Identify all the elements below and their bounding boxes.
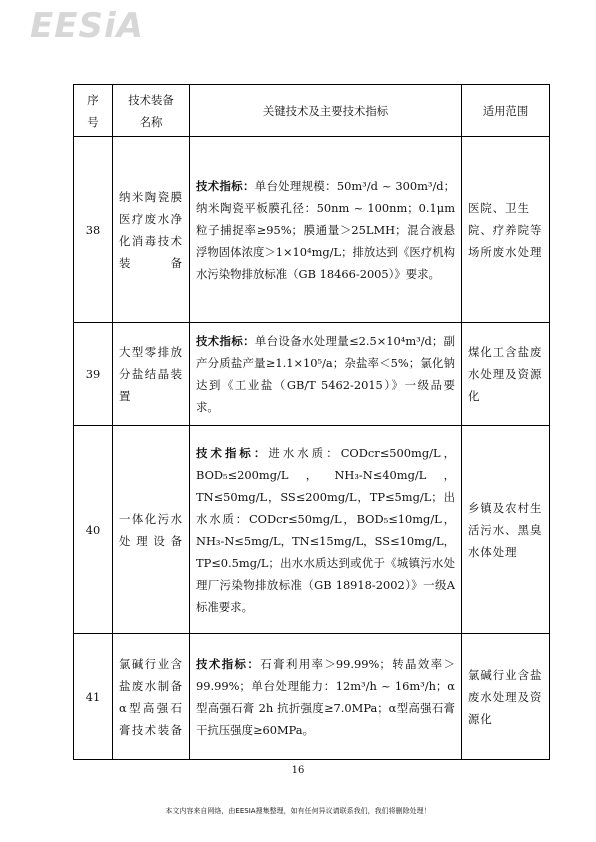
row-no: 38 — [74, 137, 113, 323]
spec-label: 技术指标： — [196, 178, 255, 193]
header-no: 序号 — [74, 85, 113, 137]
spec-label: 技术指标： — [196, 445, 269, 460]
spec-text: 单台设备水处理量≤2.5×10⁴m³/d；副产分质盐产量≥1.1×10⁵/a；杂盐率＜5%；氯化钠达到《工业盐（GB/T 5462-2015）》一级品要求。 — [196, 334, 455, 414]
row-scope: 煤化工含盐废水处理及资源化 — [462, 323, 550, 426]
spec-text: 石膏利用率＞99.99%；转晶效率＞99.99%；单台处理能力：12m³/h ~ 16m³/h；α型高强石膏 2h 抗折强度≥7.0MPa；α型高强石膏干抗压强度≥60MPa。 — [196, 656, 455, 737]
row-spec — [190, 137, 462, 323]
spec-text: 单台处理规模：50m³/d ~ 300m³/d；纳米陶瓷平板膜孔径：50nm ~ 100nm；0.1μm 粒子捕捉率≥95%；膜通量＞25LMH；混合液悬浮物固体浓度＞1×10⁴mg/L；排放达到《医疗机构水污染物排放标准（GB 18466-2005）》要求。 — [196, 178, 455, 281]
table-row — [74, 323, 550, 426]
page-number: 16 — [291, 765, 305, 776]
footer-disclaimer: 本文内容来自网络，由EESIA搜集整理，如有任何异议请联系我们，我们将删除处理！ — [165, 807, 431, 815]
row-spec — [190, 323, 462, 426]
table-row — [74, 634, 550, 760]
row-scope: 乡镇及农村生活污水、黑臭水体处理 — [462, 426, 550, 634]
header-name: 技术装备名称 — [113, 85, 190, 137]
row-spec — [190, 426, 462, 634]
row-name: 纳米陶瓷膜医疗废水净化消毒技术装备 — [113, 137, 190, 323]
spec-label: 技术指标： — [196, 656, 261, 671]
row-spec — [190, 634, 462, 760]
spec-text: 进水水质：CODcr≤500mg/L，BOD₅≤200mg/L，NH₃-N≤40mg/L，TN≤50mg/L，SS≤200mg/L，TP≤5mg/L；出水水质：CODcr≤50mg/L，BOD₅≤10mg/L，NH₃-N≤5mg/L，TN≤15mg/L，SS≤10mg/L，TP≤0.5mg/L；出水水质达到或优于《城镇污水处理厂污染物排放标准（GB 18918-2002）》一级A标准要求。 — [196, 445, 455, 614]
row-scope: 氯碱行业含盐废水处理及资源化 — [462, 634, 550, 760]
table-header-row — [74, 85, 550, 137]
row-name: 氯碱行业含盐废水制备α型高强石膏技术装备 — [113, 634, 190, 760]
equipment-table — [73, 84, 550, 760]
eesia-logo: EESiA — [30, 6, 144, 46]
row-name: 一体化污水处理设备 — [113, 426, 190, 634]
row-no: 41 — [74, 634, 113, 760]
row-name: 大型零排放分盐结晶装置 — [113, 323, 190, 426]
header-scope: 适用范围 — [462, 85, 550, 137]
row-scope: 医院、卫生院、疗养院等场所废水处理 — [462, 137, 550, 323]
header-spec: 关键技术及主要技术指标 — [190, 85, 462, 137]
spec-label: 技术指标： — [196, 334, 255, 348]
table-row — [74, 426, 550, 634]
row-no: 40 — [74, 426, 113, 634]
row-no: 39 — [74, 323, 113, 426]
table-row — [74, 137, 550, 323]
